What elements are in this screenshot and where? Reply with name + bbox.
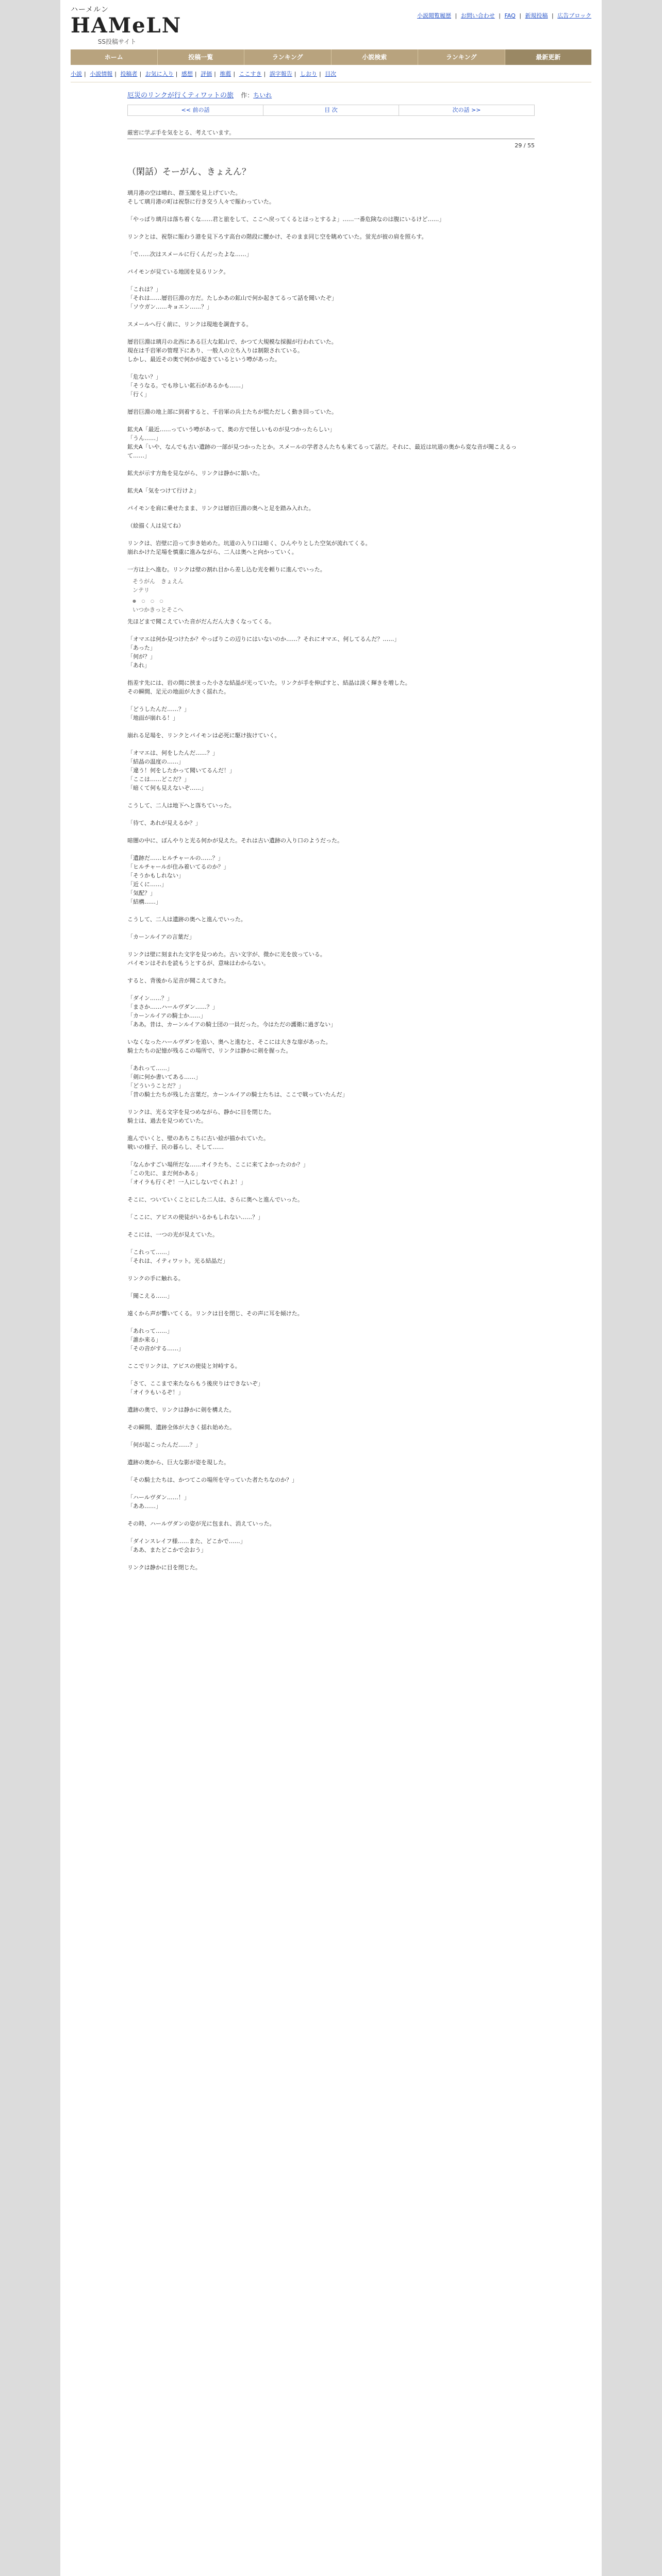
blank-line (127, 1353, 535, 1362)
body-paragraph: 「その音がする……」 (127, 1345, 184, 1352)
body-paragraph: 「まさか……ハールヴダン……？」 (127, 1004, 218, 1010)
body-paragraph: 「ヒルチャールが住み着いてるのか？」 (127, 863, 229, 870)
subnav-review[interactable]: 感想 (181, 71, 193, 77)
blank-line (127, 1467, 535, 1476)
chapter-pager (127, 105, 535, 116)
body-paragraph: 「オマエは何か見つけたか？やっぱりこの辺りにはいないのか……？それにオマエ、何してるんだ？……」 (127, 636, 400, 642)
body-paragraph: リンクは、光る文字を見つめながら、静かに目を閉じた。 (127, 1109, 275, 1115)
subnav-recommend[interactable]: 推薦 (220, 71, 231, 77)
subnav-favorite[interactable]: お気に入り (145, 71, 174, 77)
blank-line (127, 1222, 535, 1230)
nav-item-ranking[interactable]: ランキング (244, 49, 332, 65)
blank-line (127, 478, 535, 486)
body-paragraph: 「危ない？」 (127, 374, 161, 380)
body-paragraph: 暗闇の中に、ぼんやりと光る何かが見えた。それは古い遺跡の入り口のようだった。 (127, 837, 343, 844)
body-paragraph: すると、背後から足音が聞こえてきた。 (127, 977, 229, 984)
blank-line (127, 311, 535, 320)
subnav-novel-info[interactable]: 小説情報 (90, 71, 113, 77)
blank-line (127, 968, 535, 976)
body-paragraph: 「ここは……どこだ？」 (127, 776, 190, 783)
blank-line (127, 924, 535, 933)
blank-line (127, 1432, 535, 1440)
blank-line (127, 827, 535, 836)
header-link-adblock[interactable]: 広告ブロック (557, 12, 591, 19)
body-paragraph: 「ダイン……？」 (127, 995, 173, 1002)
body-paragraph: 騎士たちの記憶が残るこの場所で、リンクは静かに剣を握った。 (127, 1047, 292, 1054)
blank-line (127, 1125, 535, 1134)
body-paragraph: 「やっぱり璃月は落ち着くな……君と旅をして、ここへ戻ってくるとほっとするよ」……一番危険なのは腹にいるけど……」 (127, 216, 445, 223)
body-paragraph: 「オイラも行くぞ！一人にしないでくれよ！」 (127, 1179, 246, 1185)
body-paragraph: 指差す先には、岩の間に挟まった小さな結晶が光っていた。リンクが手を伸ばすと、結晶は淡く輝きを増した。 (127, 680, 411, 686)
carousel-dots[interactable]: ● ○ ○ ○ (133, 599, 166, 603)
blank-line (127, 224, 535, 232)
sub-nav: 小説 | 小説情報 | 投稿者 | お気に入り | 感想 | 評価 | 推薦 | ここすき | 誤字報告 | しおり | 目次 (71, 68, 591, 82)
nav-item-list[interactable]: 投稿一覧 (158, 49, 245, 65)
body-paragraph: 「ああ。昔は、カーンルイアの騎士団の一員だった。今はただの護衛に過ぎない」 (127, 1021, 337, 1028)
novel-title-link[interactable]: 厄災のリンクが行くティワットの旅 (127, 92, 234, 99)
body-paragraph: 「行く」 (127, 391, 150, 398)
body-paragraph: 「これは？」 (127, 286, 161, 293)
body-paragraph: 「遺跡だ……ヒルチャールの……？」 (127, 855, 224, 861)
body-paragraph: 進んでいくと、壁のあちこちに古い絵が描かれていた。 (127, 1135, 269, 1142)
body-paragraph: スメールへ行く前に、リンクは現地を調査する。 (127, 321, 252, 328)
body-paragraph: 層岩巨淵の地上部に到着すると、千岩軍の兵士たちが慌ただしく動き回っていた。 (127, 409, 337, 415)
body-paragraph: 「どうしたんだ……？」 (127, 706, 190, 713)
logo-wordmark: HAMeLN (71, 13, 182, 38)
body-paragraph: 「剣に何か書いてある……」 (127, 1074, 201, 1080)
illustration-block (133, 577, 205, 614)
body-paragraph: 「あった」 (127, 645, 156, 651)
body-paragraph: 崩れる足場を、リンクとパイモンは必死に駆け抜けていく。 (127, 732, 280, 739)
body-paragraph: 戦いの様子、民の暮らし、そして…… (127, 1144, 224, 1150)
blank-line (127, 1099, 535, 1108)
body-paragraph: 現在は千岩軍の管理下にあり、一般人の立ち入りは制限されている。 (127, 347, 303, 354)
body-paragraph: 「何が起こったんだ……？」 (127, 1442, 201, 1448)
body-paragraph: 遺跡の奥で、リンクは静かに剣を構えた。 (127, 1406, 235, 1413)
body-paragraph: 「これって……」 (127, 1249, 173, 1256)
body-paragraph: 「オマエは、何をしたんだ……？」 (127, 750, 218, 756)
body-paragraph: 鉱夫A「気をつけて行けよ」 (127, 487, 200, 494)
body-paragraph: リンクは静かに目を閉じた。 (127, 1564, 201, 1571)
body-paragraph: 「近くに……」 (127, 881, 167, 888)
header-links: 小説閲覧履歴 | お問い合わせ | FAQ | 新規投稿 | 広告ブロック (417, 12, 591, 19)
body-paragraph: 「待て、あれが見えるか？」 (127, 820, 201, 826)
blank-line (127, 399, 535, 408)
chapter-content (127, 128, 535, 1572)
body-paragraph: （絵描く人は見てね） (127, 522, 184, 529)
body-paragraph: 「ああ……」 (127, 1503, 161, 1510)
site-header (60, 0, 602, 49)
blank-line (127, 1449, 535, 1458)
blank-line (127, 906, 535, 915)
main-nav (71, 49, 591, 65)
logo-tagline: ハーメルン (71, 6, 109, 14)
next-chapter-link[interactable]: 次の話 >> (452, 107, 481, 113)
body-paragraph: 「カーンルイアの言葉だ」 (127, 934, 195, 940)
blank-line (127, 241, 535, 250)
blank-line (127, 1204, 535, 1213)
body-paragraph: 「カーンルイアの騎士か……」 (127, 1012, 206, 1019)
blank-line (127, 740, 535, 749)
blank-line (127, 276, 535, 285)
subnav-kokosuki[interactable]: ここすき (239, 71, 262, 77)
blank-line (127, 495, 535, 504)
chapter-body (127, 189, 535, 1572)
body-paragraph: 先ほどまで聞こえていた音がだんだん大きくなってくる。 (127, 618, 275, 625)
body-paragraph: そこには、一つの光が見えていた。 (127, 1231, 218, 1238)
body-paragraph: 「聞こえる……」 (127, 1293, 173, 1299)
body-paragraph: 「さて、ここまで来たならもう後戻りはできないぞ」 (127, 1380, 263, 1387)
body-paragraph: 「そうかもしれない」 (127, 872, 184, 879)
blank-line (127, 1554, 535, 1563)
blank-line (127, 941, 535, 950)
subnav-rate[interactable]: 評価 (201, 71, 212, 77)
blank-line (127, 810, 535, 819)
body-paragraph: 鉱夫A「最近……っていう噂があって、奥の方で怪しいものが見つかったらしい」 (127, 426, 336, 433)
nav-item-search[interactable]: 小説検索 (332, 49, 419, 65)
body-paragraph: パイモンが見ている地図を見るリンク。 (127, 268, 229, 275)
body-paragraph: 「あれって……」 (127, 1065, 173, 1072)
body-paragraph: 「あれ」 (127, 662, 150, 669)
body-paragraph: リンクの手に触れる。 (127, 1275, 184, 1282)
blank-line (127, 530, 535, 539)
body-paragraph: 「地面が崩れる！」 (127, 715, 178, 721)
blank-line (127, 556, 535, 565)
body-paragraph: 「ああ、またどこかで会おう」 (127, 1547, 207, 1553)
body-paragraph: いなくなったハールヴダンを追い、奥へと進むと、そこには大きな扉があった。 (127, 1039, 332, 1045)
body-paragraph: 「昔の騎士たちが残した言葉だ。カーンルイアの騎士たちは、ここで戦っていたんだ」 (127, 1091, 348, 1098)
body-paragraph: 鉱夫が示す方角を見ながら、リンクは静かに頷いた。 (127, 470, 263, 477)
body-paragraph: 鉱夫A「いや、なんでも古い遺跡の一部が見つかったとか。スメールの学者さんたちも来てるって話だ。それに、最近は坑道の奥から変な音が聞こえるって……」 (127, 444, 517, 459)
blank-line (127, 626, 535, 635)
blank-line (127, 1318, 535, 1327)
blank-line (127, 985, 535, 994)
nav-item-latest[interactable]: 最新更新 (505, 49, 592, 65)
body-paragraph: 「何が？」 (127, 653, 156, 660)
body-paragraph: その瞬間、足元の地面が大きく揺れた。 (127, 688, 229, 695)
prev-chapter-link[interactable]: << 前の話 (128, 105, 263, 115)
blank-line (127, 1414, 535, 1423)
body-paragraph: 「暗くて何も見えないぞ……」 (127, 785, 207, 791)
blank-line (127, 670, 535, 679)
body-paragraph: 「なんかすごい場所だな……オイラたち、ここに来てよかったのか？」 (127, 1161, 309, 1168)
blank-line (127, 1484, 535, 1493)
blank-line (127, 1151, 535, 1160)
blank-line (127, 513, 535, 521)
body-paragraph: 崩れかけた足場を慎重に進みながら、二人は奥へと向かっていく。 (127, 549, 297, 555)
chapter-preface: 厳密に学ぶ手を気をとる、考えています。 (127, 128, 535, 139)
body-paragraph: 「どういうことだ？」 (127, 1082, 184, 1089)
body-paragraph: 「あれって……」 (127, 1328, 173, 1334)
illustration-caption: ンテリ (133, 587, 150, 594)
blank-line (127, 1029, 535, 1038)
blank-line (127, 329, 535, 337)
body-paragraph: 「その騎士たちは、かつてこの場所を守っていた者たちなのか？」 (127, 1477, 297, 1483)
blank-line (127, 206, 535, 215)
body-paragraph: そこに、ついていくことにした二人は、さらに奥へと進んでいった。 (127, 1196, 303, 1203)
blank-line (127, 722, 535, 731)
body-paragraph: 遠くから声が響いてくる。リンクは目を閉じ、その声に耳を傾けた。 (127, 1310, 303, 1317)
blank-line (127, 792, 535, 801)
body-paragraph: こうして、二人は遺跡の奥へと進んでいった。 (127, 916, 246, 923)
blank-line (127, 1239, 535, 1248)
body-paragraph: 璃月港の空は晴れ、群玉閣を見上げていた。 (127, 190, 241, 196)
toc-link[interactable]: 目 次 (263, 105, 399, 115)
logo-subtitle: SS投稿サイト (97, 38, 137, 45)
body-paragraph: 層岩巨淵は璃月の北西にある巨大な鉱山で、かつて大規模な採掘が行われていた。 (127, 338, 337, 345)
body-paragraph: その時、ハールヴダンの姿が光に包まれ、消えていった。 (127, 1520, 275, 1527)
illustration-caption: そうがん きょえん (133, 578, 184, 585)
body-paragraph: 「結晶の温度の……」 (127, 758, 184, 765)
header-link-new-post[interactable]: 新規投稿 (525, 12, 548, 19)
blank-line (127, 845, 535, 854)
body-paragraph: しかし、最近その奥で何かが起きているという噂があった。 (127, 356, 280, 363)
body-paragraph: 「この先に、まだ何かある」 (127, 1170, 201, 1177)
body-paragraph: パイモンを肩に乗せたまま、リンクは層岩巨淵の奥へと足を踏み入れた。 (127, 505, 315, 512)
body-paragraph: 「誰か来る」 (127, 1336, 161, 1343)
body-paragraph: 「それは、イティワット。光る結晶だ」 (127, 1258, 228, 1264)
blank-line (127, 1300, 535, 1309)
body-paragraph: 「ここに、アビスの使徒がいるかもしれない……？」 (127, 1214, 263, 1221)
chapter-title: （閑話）そーがん、きょえん？ (127, 167, 251, 177)
blank-line (127, 1187, 535, 1195)
body-paragraph: 「そうなる。でも珍しい鉱石があるかも……」 (127, 382, 246, 389)
body-paragraph: 騎士は、過去を見つめていた。 (127, 1117, 207, 1124)
body-paragraph: ここでリンクは、アビスの使徒と対峙する。 (127, 1363, 241, 1369)
body-paragraph: 一方は上へ進む。リンクは壁の割れ目から差し込む光を頼りに進んでいった。 (127, 566, 326, 573)
body-paragraph: 「で……次はスメールに行くんだったよな……」 (127, 251, 252, 258)
header-link-history[interactable]: 小説閲覧履歴 (417, 12, 452, 19)
nav-item-home[interactable]: ホーム (71, 49, 158, 65)
blank-line (127, 696, 535, 705)
body-paragraph: リンクは、岩壁に沿って歩き始めた。坑道の入り口は暗く、ひんやりとした空気が流れてくる。 (127, 540, 371, 547)
blank-line (127, 1511, 535, 1519)
body-paragraph: 「オイラもいるぞ！」 (127, 1389, 184, 1396)
body-paragraph: 「ハールヴダン……！」 (127, 1494, 190, 1501)
header-link-faq[interactable]: FAQ (504, 12, 516, 19)
body-paragraph: パイモンはそれを読もうとするが、意味はわからない。 (127, 960, 269, 967)
subnav-bookmark[interactable]: しおり (300, 71, 317, 77)
body-paragraph: 「気配？」 (127, 890, 156, 896)
illustration-caption: いつかきっとそこへ (133, 606, 184, 613)
body-paragraph: 遺跡の奥から、巨大な影が姿を現した。 (127, 1459, 229, 1466)
subnav-author[interactable]: 投稿者 (120, 71, 138, 77)
blank-line (127, 1265, 535, 1274)
body-paragraph: 「ソウガン……キョエン……？」 (127, 303, 212, 310)
body-paragraph: 「ダインスレイフ様……また、どこかで……」 (127, 1538, 246, 1545)
author-label: 作： (241, 92, 254, 99)
body-paragraph: 「それは……層岩巨淵の方だ。たしかあの鉱山で何か起きてるって話を聞いたぞ」 (127, 295, 337, 301)
body-paragraph: 「うん……」 (127, 435, 161, 442)
blank-line (127, 364, 535, 372)
chapter-page-count: 29 / 55 (515, 142, 535, 149)
novel-title-row (127, 90, 535, 99)
body-paragraph: その瞬間、遺跡全体が大きく揺れ始めた。 (127, 1424, 235, 1431)
blank-line (127, 460, 535, 469)
page-container (60, 0, 602, 2576)
blank-line (127, 1397, 535, 1405)
body-paragraph: リンクとは、祝祭に賑わう港を見下ろす高台の階段に腰かけ、そのまま同じ空を眺めていた。蛍光が彼の肩を照らす。 (127, 233, 427, 240)
body-paragraph: そして璃月港の町は祝祭に行き交う人々で賑わっていた。 (127, 198, 275, 205)
site-logo[interactable] (71, 4, 182, 47)
header-link-contact[interactable]: お問い合わせ (460, 12, 495, 19)
blank-line (127, 1528, 535, 1537)
blank-line (127, 1055, 535, 1064)
body-paragraph: 「結構……」 (127, 899, 161, 905)
body-paragraph: リンクは壁に刻まれた文字を見つめた。古い文字が、微かに光を放っている。 (127, 951, 326, 958)
subnav-novel[interactable]: 小説 (71, 71, 82, 77)
subnav-toc[interactable]: 目次 (325, 71, 337, 77)
blank-line (127, 1283, 535, 1292)
blank-line (127, 259, 535, 267)
body-paragraph: こうして、二人は地下へと落ちていった。 (127, 802, 235, 809)
body-paragraph: 「違う！何をしたかって聞いてるんだ！」 (127, 767, 235, 774)
blank-line (127, 416, 535, 425)
nav-item-ranking-2[interactable]: ランキング (418, 49, 505, 65)
author-link[interactable]: ちいれ (253, 92, 272, 99)
blank-line (127, 1370, 535, 1379)
subnav-typo-report[interactable]: 誤字報告 (269, 71, 292, 77)
